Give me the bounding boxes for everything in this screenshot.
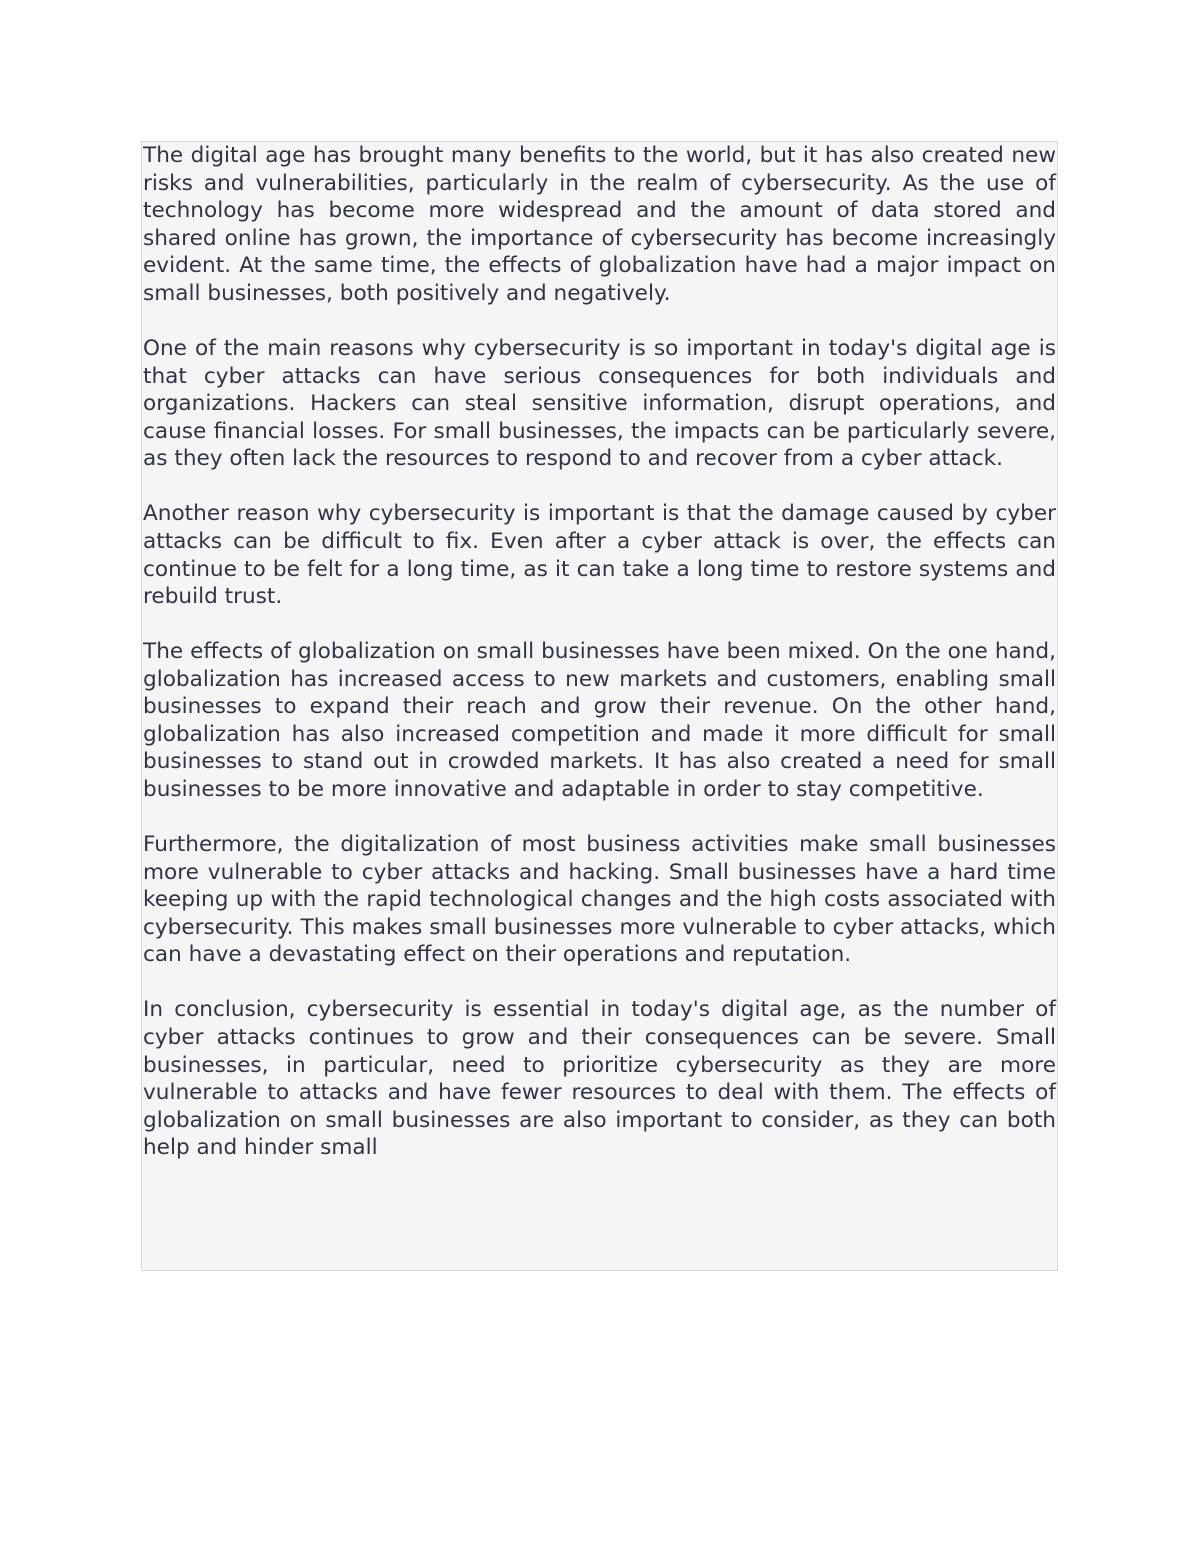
paragraph-intro: The digital age has brought many benefits to the world, but it has also created new risks and vulnerabilities, particularly in the realm of cybersecurity. As the use of technology has become more widespread and the amount of data stored and shared online has grown, the importance of cybersecurity has become increasingly evident. At the same time, the effects of globalization have had a major impact on small businesses, both positively and negatively. — [143, 143, 1056, 306]
paragraph-digitalization: Furthermore, the digitalization of most business activities make small businesses more vulnerable to cyber attacks and hacking. Small businesses have a hard time keeping up with the rapid technological changes and the high costs associated with cybersecurity. This makes small businesses more vulnerable to cyber attacks, which can have a devastating effect on their operations and reputation. — [143, 832, 1056, 968]
essay-text-box — [141, 141, 1058, 1271]
paragraph-damage: Another reason why cybersecurity is important is that the damage caused by cyber attacks can be difficult to fix. Even after a cyber attack is over, the effects can continue to be felt for a long time, as it can take a long time to restore systems and rebuild trust. — [143, 501, 1056, 610]
paragraph-globalization: The effects of globalization on small businesses have been mixed. On the one hand, globalization has increased access to new markets and customers, enabling small businesses to expand their reach and grow their revenue. On the other hand, globalization has also increased competition and made it more difficult for small businesses to stand out in crowded markets. It has also created a need for small businesses to be more innovative and adaptable in order to stay competitive. — [143, 639, 1056, 803]
paragraph-importance: One of the main reasons why cybersecurity is so important in today's digital age is that cyber attacks can have serious consequences for both individuals and organizations. Hackers can steal sensitive information, disrupt operations, and cause financial losses. For small businesses, the impacts can be particularly severe, as they often lack the resources to respond to and recover from a cyber attack. — [143, 335, 1056, 472]
paragraph-conclusion: In conclusion, cybersecurity is essential in today's digital age, as the number of cyber attacks continues to grow and their consequences can be severe. Small businesses, in particular, need to prioritize cybersecurity as they are more vulnerable to attacks and have fewer resources to deal with them. The effects of globalization on small businesses are also important to consider, as they can both help and hinder small — [143, 997, 1056, 1161]
